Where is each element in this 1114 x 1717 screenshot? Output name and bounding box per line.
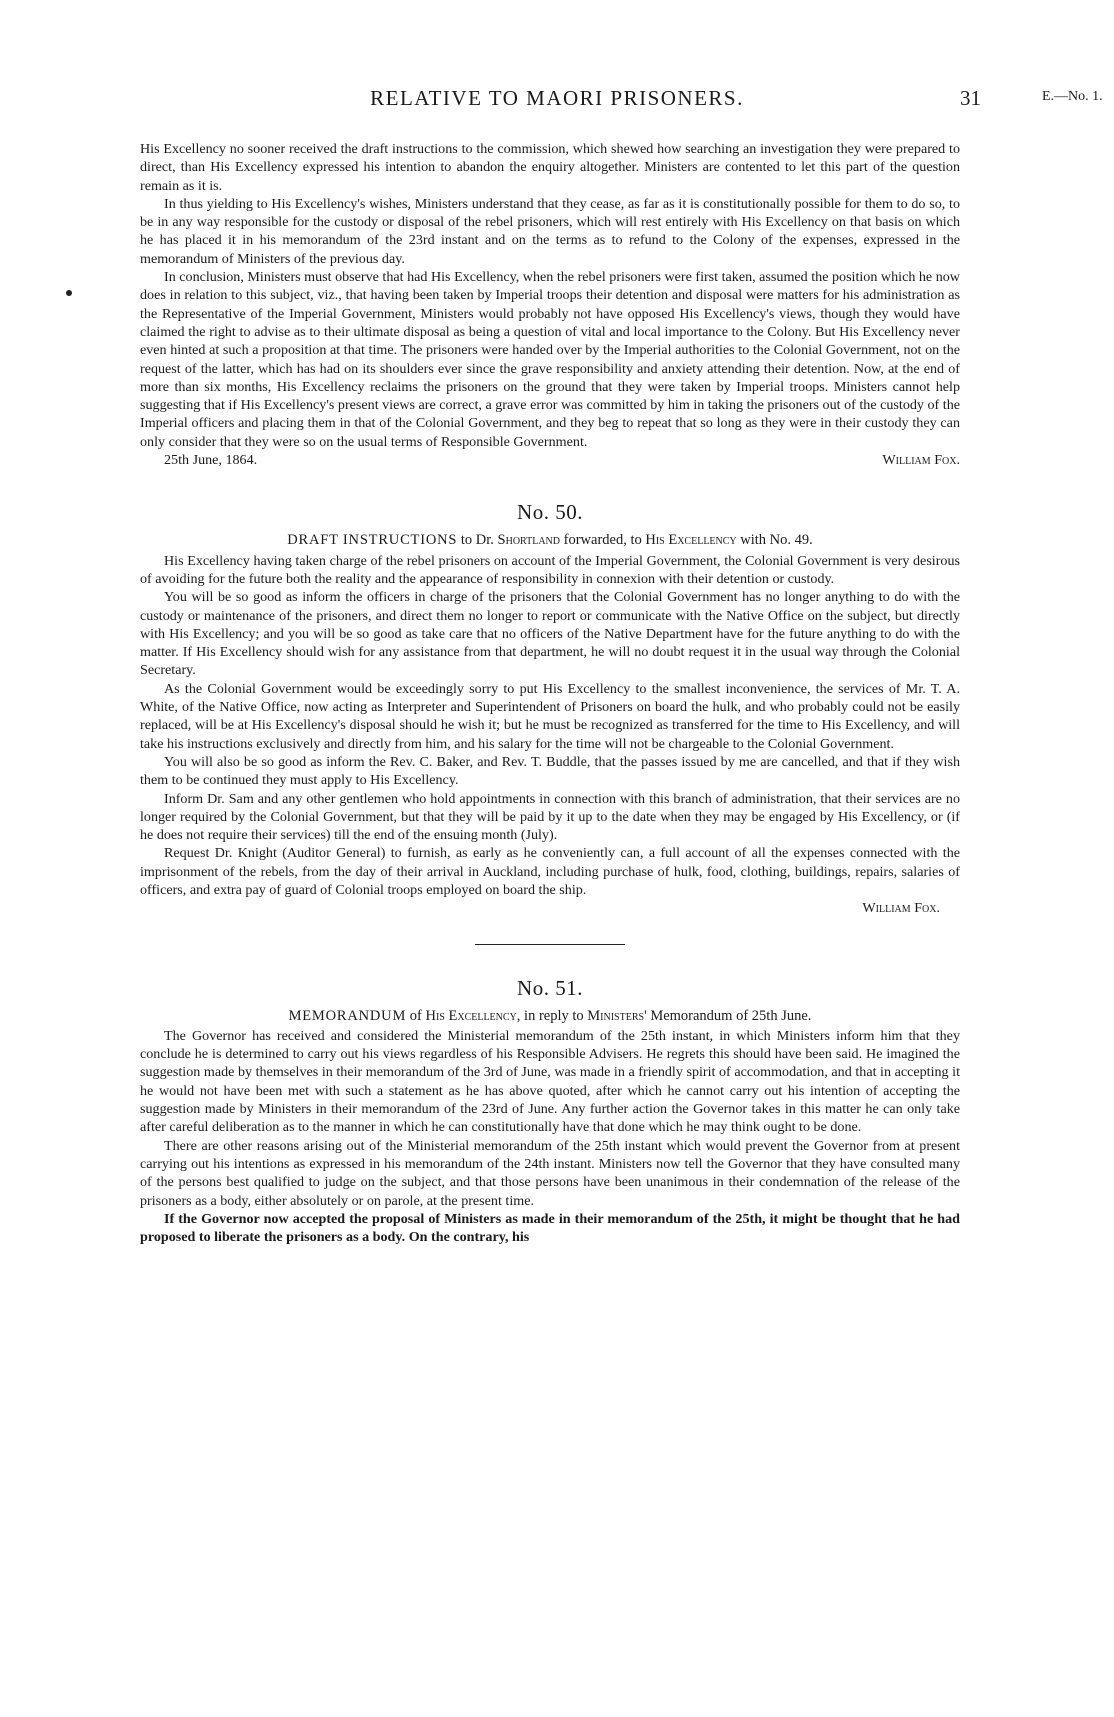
memo-continued [140, 140, 960, 469]
paragraph: Inform Dr. Sam and any other gentlemen who hold appointments in connection with this branch of administration, that their services are no longer required by the Colonial Government, but that they will be paid by it up to the date when they may be engaged by His Excellency, or (if he does not require their services) till the end of the ensuing month (July). [140, 790, 960, 844]
heading-text: forwarded, to [563, 532, 642, 549]
document-heading [140, 531, 960, 549]
memo-date: 25th June, 1864. [164, 452, 258, 469]
section-divider [475, 944, 625, 945]
heading-caps: MEMORANDUM [288, 1007, 407, 1024]
bold-paragraph-wrap [140, 1210, 960, 1247]
paragraph: You will be so good as inform the officers in charge of the prisoners that the Colonial Government has no longer anything to do with the custody or maintenance of the prisoners, and direct them no longer to report or communicate with the Native Office on the subject, but directly with His Excellency; and you will be so good as take care that no officers of the Native Department have for the future anything to do with the matter. If His Excellency should wish for any assistance from that department, he will no doubt request it in the usual way through the Colonial Secretary. [140, 589, 960, 679]
document-heading [140, 1007, 960, 1025]
paragraph: As the Colonial Government would be exceedingly sorry to put His Excellency to the smallest inconvenience, the services of Mr. T. A. White, of the Native Office, now acting as Interpreter and Superintendent of Prisoners on board the hulk, and who probably could not be easily replaced, will be at His Excellency's disposal should he wish it; but he must be recognized as transferred for the time to His Excellency, and will take his instructions exclusively and directly from him, and his salary for the time will not be chargeable to the Colonial Government. [140, 680, 960, 752]
heading-text: Memorandum of 25th June. [650, 1007, 812, 1024]
page-number: 31 [960, 86, 981, 110]
document-no-50 [140, 499, 960, 944]
body-column [140, 140, 960, 1246]
paper-reference: E.—No. 1. [1042, 89, 1103, 104]
running-head [0, 86, 1114, 116]
document-number: No. 50. [517, 500, 583, 525]
heading-ministers: Ministers' [587, 1007, 647, 1024]
paragraph: The Governor has received and considered the Ministerial memorandum of the 25th instant, in which Ministers inform him that they conclude he is determined to carry out his views regardless of his Responsible Advisers. He regrets this should have been said. He imagined the suggestion made by themselves in their memorandum of the 3rd of June, was made in a friendly spirit of accommodation, and that in accepting it he would not have been met with such a statement as he has above quoted, after which he cannot carry out his intention of accepting the suggestion made by Ministers in their memorandum of the 23rd of June. Any further action the Governor takes in this matter he can only take after careful deliberation as to the manner in which he can constitutionally have that done which he may think ought to be done. [140, 1027, 960, 1136]
margin-bullet-icon [66, 290, 72, 296]
date-signature-row [140, 451, 960, 469]
paragraph: You will also be so good as inform the Rev. C. Baker, and Rev. T. Buddle, that the passes issued by me are cancelled, and that if they wish them to be continued they must apply to His Excellency. [140, 753, 960, 789]
heading-caps: DRAFT INSTRUCTIONS [287, 532, 458, 549]
paragraph: His Excellency no sooner received the draft instructions to the commission, which shewed how searching an investigation they were prepared to direct, than His Excellency expressed his intention to abandon the enquiry altogether. Ministers are contented to let this part of the question remain as it is. [140, 141, 960, 194]
heading-text: , in reply to [516, 1007, 584, 1024]
signature: William Fox. [882, 452, 960, 469]
paragraph: Request Dr. Knight (Auditor General) to furnish, as early as he conveniently can, a full account of all the expenses connected with the imprisonment of the rebels, from the day of their arrival in Auckland, including purchase of hulk, food, clothing, buildings, repairs, salaries of officers, and extra pay of guard of Colonial troops employed on board the ship. [140, 845, 960, 898]
heading-excellency: His Excellency [425, 1007, 517, 1024]
paragraph: In conclusion, Ministers must observe that had His Excellency, when the rebel prisoners were first taken, assumed the position which he now does in relation to this subject, viz., that having been taken by Imperial troops their detention and disposal were matters for his administration as the Representative of the Imperial Government, Ministers would probably not have opposed His Excellency's views, though they would have claimed the right to advise as to their ultimate disposal as being a question of vital and local importance to the Colony. But His Excellency never even hinted at such a proposition at that time. The prisoners were handed over by the Imperial authorities to the Colonial Government, not on the request of the latter, which has had on its shoulders ever since the grave responsibility and anxiety attending their detention. Now, at the end of more than six months, His Excellency reclaims the prisoners on the ground that they were taken by Imperial troops. Ministers cannot help suggesting that if His Excellency's present views are correct, a grave error was committed by him in taking the prisoners out of the custody of the Imperial officers and placing them in that of the Colonial Government, and they beg to repeat that so long as they were in their custody they can only consider that they were so on the usual terms of Responsible Government. [140, 269, 960, 450]
paragraph: If the Governor now accepted the proposal of Ministers as made in their memorandum of the 25th, it might be thought that he had proposed to liberate the prisoners as a body. On the contrary, his [140, 1210, 960, 1246]
heading-excellency: His Excellency [645, 532, 737, 549]
heading-name: Shortland [497, 532, 560, 549]
paragraph: There are other reasons arising out of the Ministerial memorandum of the 25th instant which would prevent the Governor from at present carrying out his intentions as expressed in his memorandum of the 24th instant. Ministers now tell the Governor that they have consulted many of the persons best qualified to judge on the subject, and that those persons have been unanimous in their condemnation of the release of the prisoners as a body, either absolutely or on parole, at the present time. [140, 1137, 960, 1209]
document-no-51 [140, 975, 960, 1247]
paragraph: In thus yielding to His Excellency's wishes, Ministers understand that they cease, as far as it is constitutionally possible for them to do so, to be in any way responsible for the custody or disposal of the rebel prisoners, which will rest entirely with His Excellency on that basis on which he has placed it in his memorandum of the 23rd instant and on the terms as to refund to the Colony of the expenses, expressed in the memorandum of Ministers of the previous day. [140, 195, 960, 267]
heading-text: with No. 49. [740, 532, 813, 549]
paragraph: His Excellency having taken charge of the rebel prisoners on account of the Imperial Government, the Colonial Government is very desirous of avoiding for the future both the reality and the appearance of responsibility in connexion with their detention or custody. [140, 552, 960, 587]
signature: William Fox. [862, 900, 940, 917]
heading-text: to Dr. [460, 532, 494, 549]
document-number: No. 51. [517, 975, 583, 1000]
running-head-title: RELATIVE TO MAORI PRISONERS. [370, 86, 744, 110]
heading-text: of [409, 1007, 422, 1024]
